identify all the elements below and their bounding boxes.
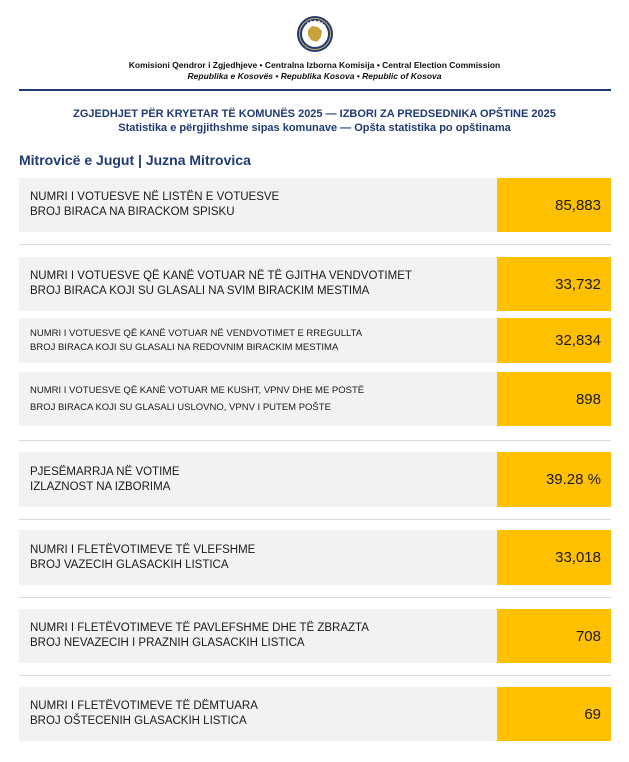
section-divider <box>19 675 611 676</box>
stat-label-sq: PJESËMARRJA NË VOTIME <box>30 465 180 478</box>
stat-label-sr: BROJ BIRACA KOJI SU GLASALI NA REDOVNIM BIRACKIM MESTIMA <box>30 341 339 353</box>
section-divider <box>19 519 611 520</box>
section-divider <box>19 597 611 598</box>
stat-label-sr: BROJ BIRACA NA BIRACKOM SPISKU <box>30 206 235 218</box>
stat-label-sr: BROJ BIRACA KOJI SU GLASALI USLOVNO, VPNV I PUTEM POŠTE <box>30 402 331 413</box>
stat-label-sq: NUMRI I FLETËVOTIMEVE TË DËMTUARA <box>30 700 258 712</box>
stat-label <box>30 372 364 426</box>
republic-name: Republika e Kosovës • Republika Kosova • Republic of Kosova <box>187 71 442 81</box>
stat-label-sq: NUMRI I FLETËVOTIMEVE TË PAVLEFSHME DHE TË ZBRAZTA <box>30 622 369 634</box>
stat-label-sr: BROJ OŠTECENIH GLASACKIH LISTICA <box>30 715 247 727</box>
stat-value: 69 <box>497 687 611 741</box>
stat-value: 32,834 <box>497 318 611 363</box>
stat-row-registered-voters <box>19 178 611 232</box>
stat-label-sr: BROJ NEVAZECIH I PRAZNIH GLASACKIH LISTICA <box>30 637 305 649</box>
stat-value: 33,732 <box>497 257 611 311</box>
stat-value: 39.28 % <box>497 452 611 507</box>
stat-row-voted-total <box>19 257 611 311</box>
stat-label <box>30 530 255 585</box>
header-divider <box>19 89 611 91</box>
stat-row-damaged-ballots <box>19 687 611 741</box>
stat-label-sq: NUMRI I VOTUESVE QË KANË VOTUAR ME KUSHT, VPNV DHE ME POSTË <box>30 385 365 396</box>
document-header <box>0 0 629 86</box>
stat-label-sr: IZLAZNOST NA IZBORIMA <box>30 480 171 493</box>
stat-row-voted-regular <box>19 318 611 363</box>
election-title: ZGJEDHJET PËR KRYETAR TË KOMUNËS 2025 — IZBORI ZA PREDSEDNIKA OPŠTINE 2025 <box>73 108 556 120</box>
municipality-name: Mitrovicë e Jugut | Juzna Mitrovica <box>19 152 251 168</box>
stat-value: 708 <box>497 609 611 663</box>
stat-label-sr: BROJ BIRACA KOJI SU GLASALI NA SVIM BIRACKIM MESTIMA <box>30 285 370 297</box>
organization-name: Komisioni Qendror i Zgjedhjeve • Centralna Izborna Komisija • Central Election Commission <box>128 60 501 70</box>
stat-label-sq: NUMRI I FLETËVOTIMEVE TË VLEFSHME <box>30 543 256 556</box>
stat-row-turnout <box>19 452 611 507</box>
stat-label <box>30 178 279 232</box>
stat-label-sr: BROJ VAZECIH GLASACKIH LISTICA <box>30 558 229 571</box>
stat-label <box>30 687 258 741</box>
statistics-subtitle: Statistika e përgjithshme sipas komunave — Opšta statistika po opštinama <box>118 122 511 134</box>
stat-row-voted-conditional <box>19 372 611 426</box>
stat-row-valid-ballots <box>19 530 611 585</box>
stat-label <box>30 257 412 311</box>
section-divider <box>19 440 611 441</box>
stat-label <box>30 318 362 363</box>
stat-value: 898 <box>497 372 611 426</box>
stat-value: 33,018 <box>497 530 611 585</box>
stat-value: 85,883 <box>497 178 611 232</box>
stat-label-sq: NUMRI I VOTUESVE NË LISTËN E VOTUESVE <box>30 191 280 203</box>
section-divider <box>19 244 611 245</box>
stat-label-sq: NUMRI I VOTUESVE QË KANË VOTUAR NË VENDVOTIMET E RREGULLTA <box>30 327 363 339</box>
stat-row-invalid-ballots <box>19 609 611 663</box>
stat-label <box>30 609 369 663</box>
stat-label-sq: NUMRI I VOTUESVE QË KANË VOTUAR NË TË GJITHA VENDVOTIMET <box>30 270 412 282</box>
stat-label <box>30 452 180 507</box>
kosovo-emblem-icon <box>296 15 334 53</box>
